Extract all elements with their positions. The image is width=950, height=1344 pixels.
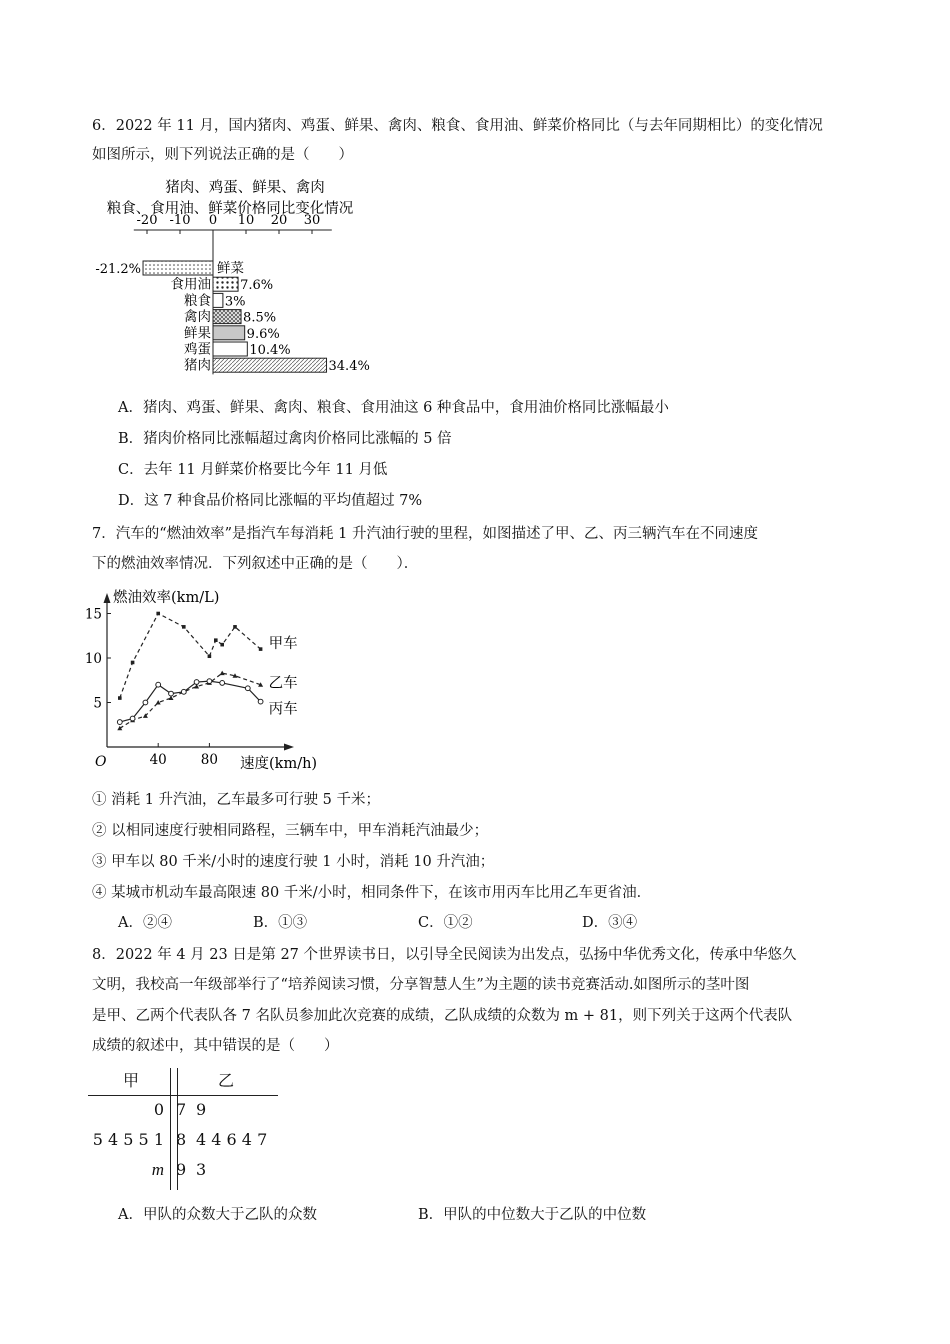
stem-leaf-header-right: 乙 [218, 1071, 235, 1090]
bar-1 [213, 277, 238, 291]
bar-category-label: 禽肉 [184, 309, 211, 326]
q6-stem-line2: 如图所示，则下列说法正确的是（ ） [92, 147, 353, 163]
stem-leaf-left-row1: 0 [153, 1100, 164, 1119]
q8-stem-line1: 8．2022 年 4 月 23 日是第 27 个世界读书日，以引导全民阅读为出发点，弘扬中华优秀文化，传承中华悠久 [92, 947, 797, 963]
series-point [143, 700, 148, 705]
series-point [131, 661, 135, 665]
bar-value-label: 7.6% [240, 278, 274, 294]
y-axis-arrow [104, 593, 111, 603]
bar-value-label: -21.2% [95, 262, 142, 277]
bar-value-label: 8.5% [243, 310, 277, 326]
series-line-0 [120, 614, 261, 699]
stem-leaf-left-row3: m [151, 1160, 164, 1179]
q7-statement-2: ② 以相同速度行驶相同路程，三辆车中，甲车消耗汽油最少； [92, 823, 489, 839]
bar-category-label: 鸡蛋 [184, 341, 211, 358]
bar-6 [213, 358, 327, 372]
series-point [118, 696, 122, 700]
stem-leaf-header-left: 甲 [123, 1071, 140, 1090]
bar-value-label: 10.4% [249, 343, 291, 358]
y-tick-label: 10 [85, 651, 102, 667]
stem-leaf-stem-row3: 9 [176, 1160, 187, 1179]
bar-chart-tick-label: 10 [237, 213, 255, 228]
line-chart-x-label: 速度(km/h) [240, 756, 318, 772]
q8-stem-line4: 成绩的叙述中，其中错误的是（ ） [92, 1038, 339, 1054]
series-label: 甲车 [268, 636, 298, 653]
bar-chart-title-line2: 粮食、食用油、鲜菜价格同比变化情况 [106, 201, 354, 217]
q6-option-a: A．猪肉、鸡蛋、鲜果、禽肉、粮食、食用油这 6 种食品中，食用油价格同比涨幅最小 [118, 400, 669, 416]
q8-option-a: A．甲队的众数大于乙队的众数 [118, 1207, 317, 1223]
q7-statement-1: ① 消耗 1 升汽油，乙车最多可行驶 5 千米； [92, 792, 380, 808]
bar-chart-bars [95, 260, 369, 375]
series-line-2 [120, 681, 261, 722]
q7-option-a: A．②④ [118, 915, 172, 931]
series-point [233, 625, 237, 629]
bar-4 [213, 326, 245, 340]
bar-chart [80, 175, 480, 380]
line-chart-y-label: 燃油效率(km/L) [113, 590, 220, 606]
bar-chart-tick-label: -10 [169, 213, 191, 228]
series-point [208, 654, 212, 658]
series-label: 丙车 [268, 701, 298, 718]
bar-0 [143, 261, 213, 275]
series-point [207, 679, 212, 684]
series-point [169, 691, 174, 696]
y-tick-label: 15 [85, 606, 102, 623]
series-point [156, 682, 161, 687]
q7-statement-4: ④ 某城市机动车最高限速 80 千米/小时，相同条件下，在该市用丙车比用乙车更省油． [92, 885, 652, 901]
series-point [130, 716, 135, 721]
bar-chart-tick-label: 0 [208, 213, 218, 228]
x-axis-arrow [284, 744, 294, 751]
bar-3 [213, 310, 241, 324]
series-point [220, 681, 225, 686]
series-point [117, 726, 122, 731]
bar-category-label: 粮食 [184, 292, 211, 309]
q6-option-d: D．这 7 种食品价格同比涨幅的平均值超过 7% [118, 493, 423, 509]
bar-chart-tick-label: 30 [303, 213, 321, 228]
series-point [220, 643, 224, 647]
stem-leaf-stem-row1: 7 [176, 1100, 187, 1119]
stem-leaf-right-row2: 4 4 6 4 7 [196, 1130, 268, 1149]
q6-option-c: C．去年 11 月鲜菜价格要比今年 11 月低 [118, 462, 388, 478]
bar-category-label: 猪肉 [184, 357, 211, 374]
series-point [156, 612, 160, 616]
bar-value-label: 3% [224, 294, 246, 310]
bar-category-label: 食用油 [170, 276, 211, 293]
stem-leaf-left-row2: 5 4 5 5 1 [92, 1130, 164, 1149]
y-tick-label: 5 [93, 695, 102, 712]
q7-statement-3: ③ 甲车以 80 千米/小时的速度行驶 1 小时，消耗 10 升汽油； [92, 854, 495, 870]
q8-stem-line3: 是甲、乙两个代表队各 7 名队员参加此次竞赛的成绩，乙队成绩的众数为 m + 81，则下列关于这两个代表队 [92, 1008, 793, 1024]
q7-option-c: C．①② [418, 915, 473, 931]
bar-chart-tick-label: -20 [136, 213, 158, 228]
series-point [220, 671, 225, 676]
bar-value-label: 34.4% [328, 359, 370, 375]
series-line-1 [120, 673, 261, 728]
bar-value-label: 9.6% [246, 326, 280, 342]
q8-option-b: B．甲队的中位数大于乙队的中位数 [418, 1207, 647, 1223]
q6-option-b: B．猪肉价格同比涨幅超过禽肉价格同比涨幅的 5 倍 [118, 431, 452, 447]
stem-leaf-right-row3: 3 [196, 1160, 207, 1179]
line-chart [85, 585, 345, 775]
bar-2 [213, 293, 223, 307]
bar-category-label: 鲜菜 [217, 260, 244, 277]
series-label: 乙车 [268, 675, 298, 692]
q7-stem-line2: 下的燃油效率情况．下列叙述中正确的是（ ）． [92, 556, 419, 572]
series-point [258, 699, 263, 704]
stem-leaf-stem-row2: 8 [176, 1130, 187, 1149]
stem-leaf-right-row1: 9 [196, 1100, 207, 1119]
stem-leaf-plot [88, 1068, 278, 1193]
q8-stem-line2: 文明，我校高一年级部举行了“培养阅读习惯，分享智慧人生”为主题的读书竞赛活动.如图所示的茎叶图 [92, 977, 750, 993]
series-point [214, 638, 218, 642]
line-chart-series [117, 612, 297, 731]
series-point [259, 647, 263, 651]
series-point [194, 680, 199, 685]
series-point [117, 720, 122, 725]
q7-option-d: D．③④ [582, 915, 638, 931]
x-tick-label: 80 [200, 752, 218, 768]
series-point [156, 700, 161, 705]
series-point [181, 689, 186, 694]
line-chart-origin: O [95, 754, 107, 770]
bar-5 [213, 342, 247, 356]
q6-stem-line1: 6．2022 年 11 月，国内猪肉、鸡蛋、鲜果、禽肉、粮食、食用油、鲜菜价格同比（与去年同期相比）的变化情况 [92, 118, 823, 134]
x-tick-label: 40 [149, 752, 167, 768]
series-point [245, 686, 250, 691]
bar-category-label: 鲜果 [184, 325, 211, 342]
bar-chart-title-line1: 猪肉、鸡蛋、鲜果、禽肉 [165, 180, 325, 196]
series-point [182, 625, 186, 629]
bar-chart-tick-label: 20 [270, 213, 288, 228]
q7-stem-line1: 7．汽车的“燃油效率”是指汽车每消耗 1 升汽油行驶的里程，如图描述了甲、乙、丙三辆汽车在不同速度 [92, 526, 758, 542]
q7-option-b: B．①③ [253, 915, 308, 931]
